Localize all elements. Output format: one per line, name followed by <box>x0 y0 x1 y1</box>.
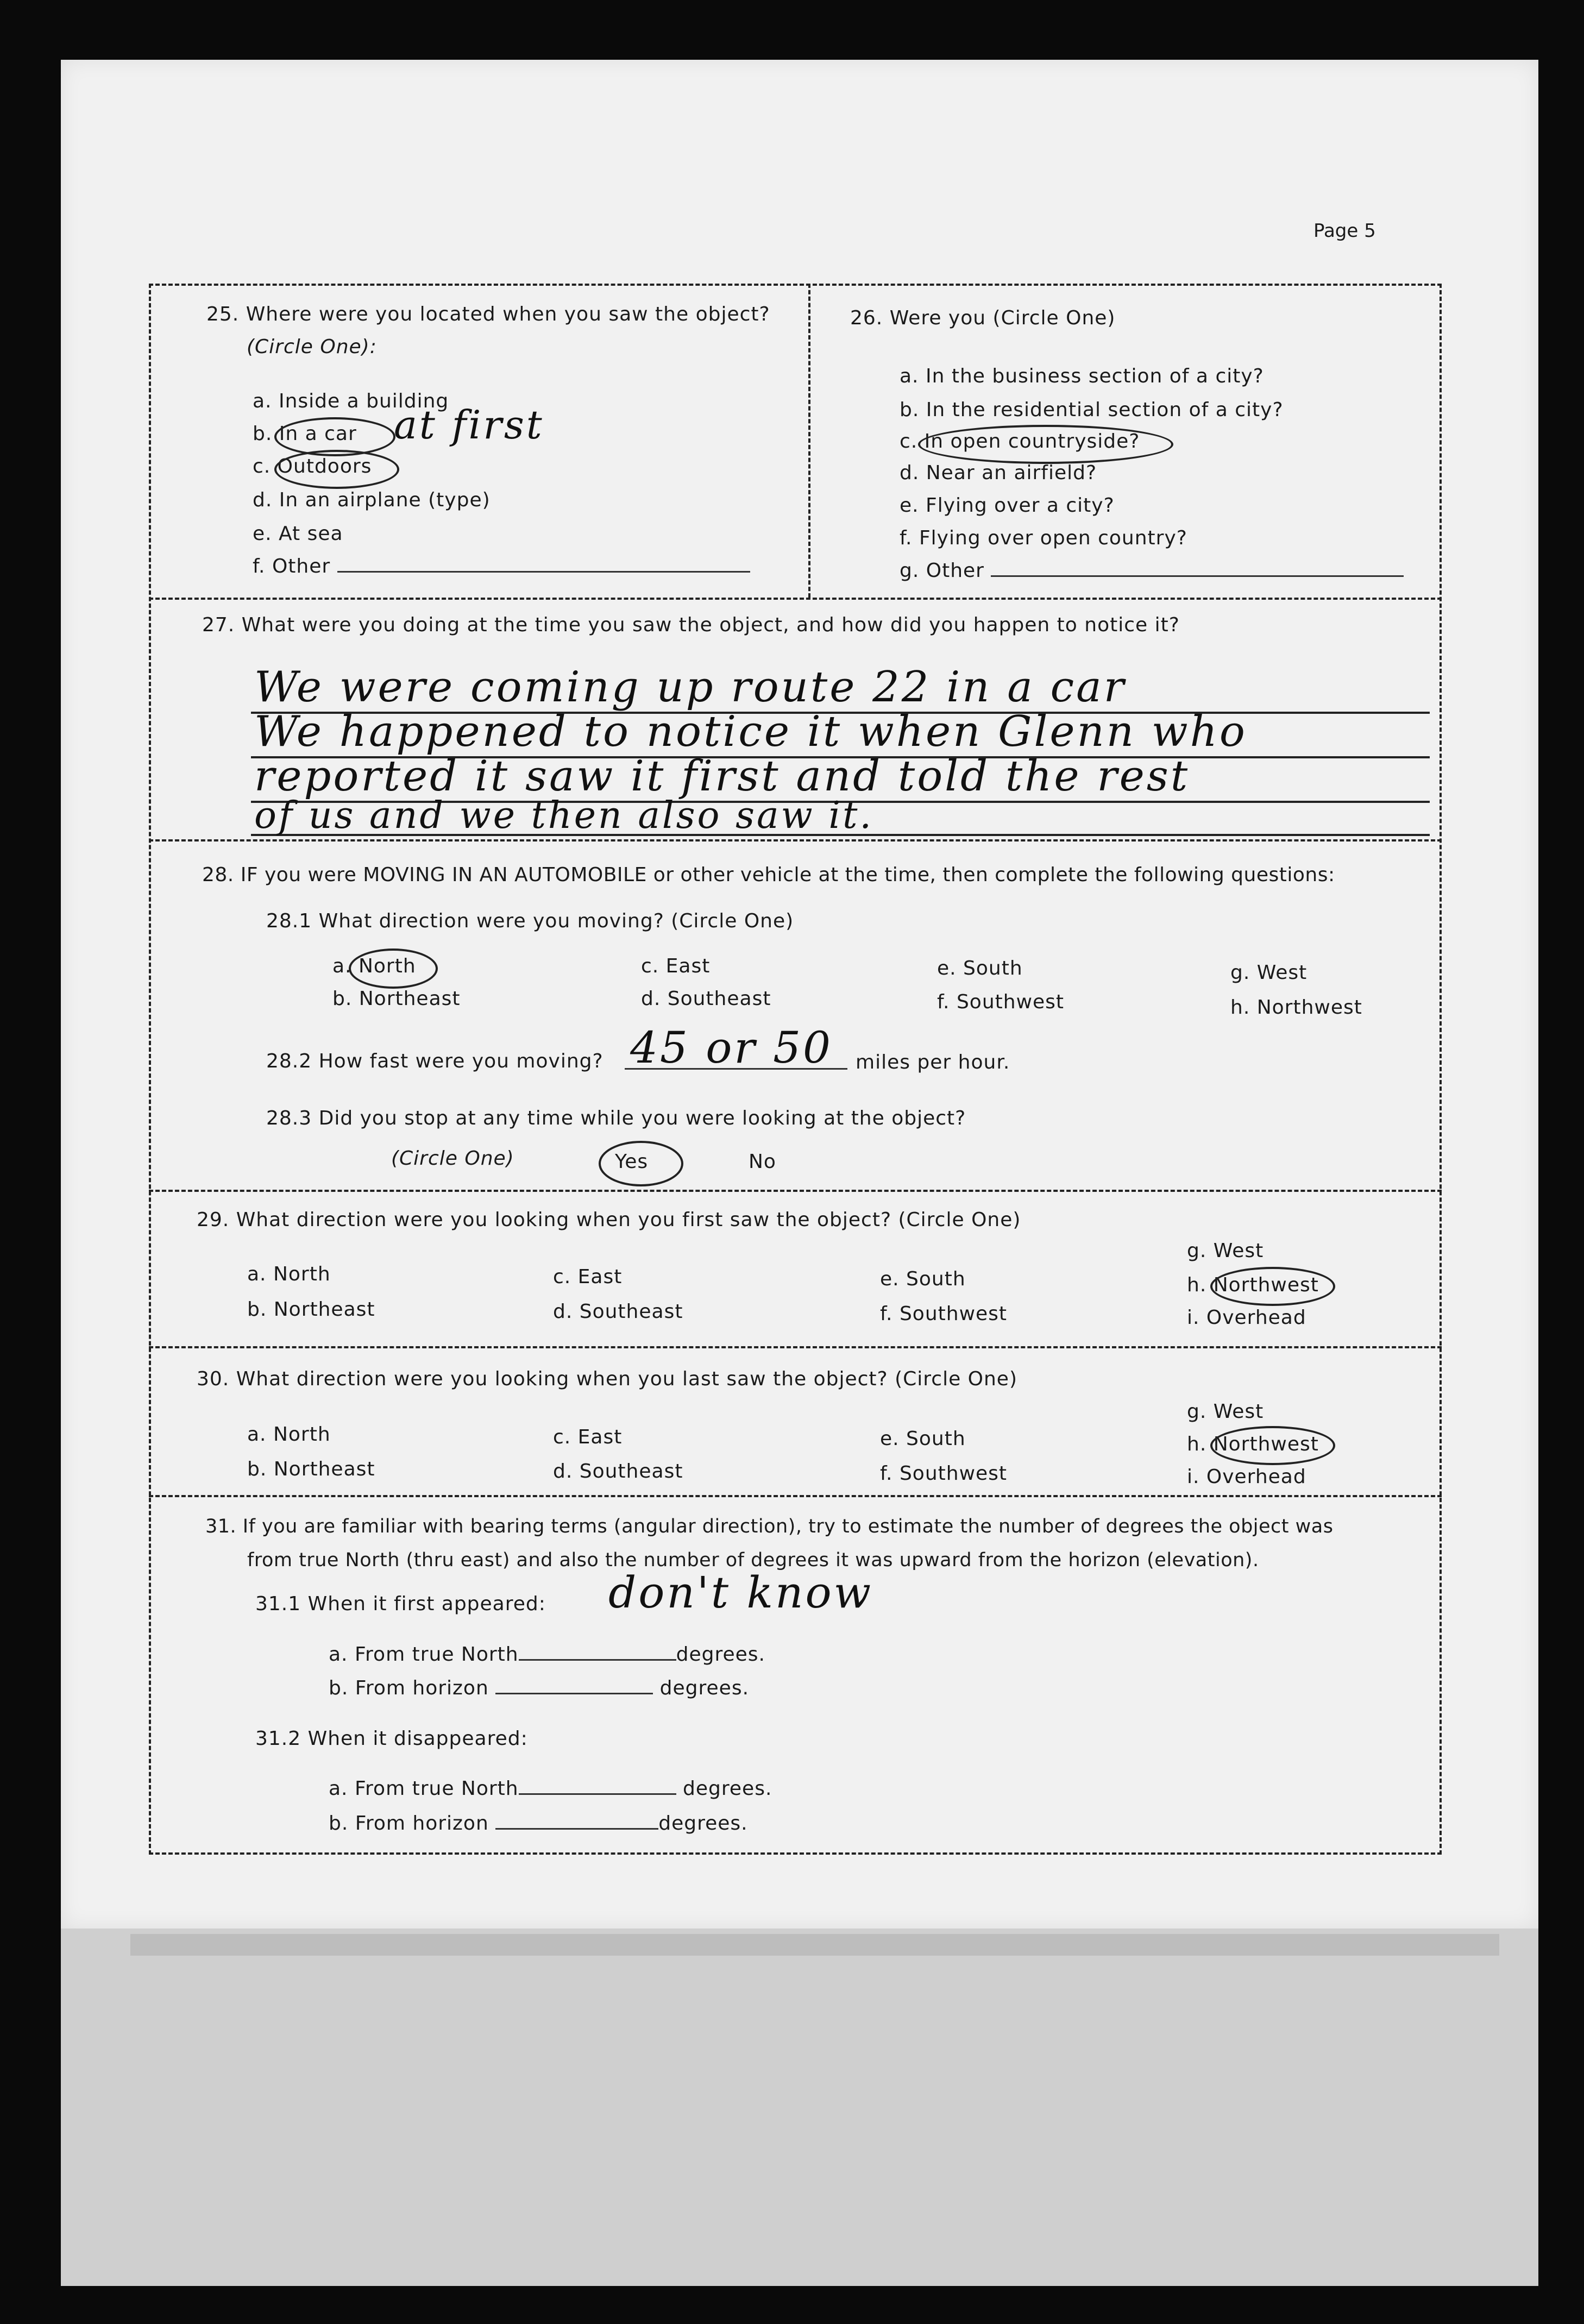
q29-h-circle-mark <box>1210 1267 1335 1306</box>
q28-intro: 28. IF you were MOVING IN AN AUTOMOBILE or other vehicle at the time, then complete the following questions: <box>202 864 1335 886</box>
q29-option-f[interactable]: f. Southwest <box>880 1303 1008 1325</box>
page-shadow <box>130 1934 1499 1956</box>
q31-intro-line-2: from true North (thru east) and also the number of degrees it was upward from the horizon (elevation). <box>247 1549 1259 1571</box>
q31-2-b[interactable]: b. From horizon degrees. <box>329 1812 748 1835</box>
q29-option-i[interactable]: i. Overhead <box>1187 1307 1306 1329</box>
q30-option-f[interactable]: f. Southwest <box>880 1462 1008 1485</box>
q25-option-f[interactable]: f. Other <box>253 555 750 577</box>
q28-1-option-d[interactable]: d. Southeast <box>641 988 771 1010</box>
q29-text: 29. What direction were you looking when you first saw the object? (Circle One) <box>197 1209 1021 1231</box>
scan-background <box>61 1929 1538 2286</box>
q31-2-a-blank[interactable] <box>519 1793 676 1795</box>
q29-option-b[interactable]: b. Northeast <box>247 1298 375 1321</box>
q28-1-option-b[interactable]: b. Northeast <box>332 988 461 1010</box>
q29-option-c[interactable]: c. East <box>553 1266 623 1288</box>
q27-text: 27. What were you doing at the time you saw the object, and how did you happen to notice it? <box>202 614 1180 636</box>
q28-1-option-h[interactable]: h. Northwest <box>1230 996 1362 1019</box>
q30-option-e[interactable]: e. South <box>880 1428 966 1450</box>
q26-other-blank[interactable] <box>991 575 1404 577</box>
q27-answer-line-4: of us and we then also saw it. <box>254 794 874 837</box>
q25-q26-divider <box>808 284 810 598</box>
q25-option-b[interactable]: b. In a car <box>253 423 357 445</box>
q26-option-b[interactable]: b. In the residential section of a city? <box>900 399 1284 421</box>
divider-29 <box>149 1190 1442 1192</box>
q31-1-handwritten: don't know <box>608 1567 873 1618</box>
q25-text: 25. Where were you located when you saw the object? <box>206 303 770 325</box>
q25-handwritten-note: at first <box>394 402 544 448</box>
q28-3-instruction: (Circle One) <box>391 1147 514 1170</box>
q30-h-circle-mark <box>1210 1426 1335 1465</box>
q31-intro-line-1: 31. If you are familiar with bearing terms (angular direction), try to estimate the number of degrees the object was <box>205 1516 1334 1537</box>
q30-option-b[interactable]: b. Northeast <box>247 1458 375 1480</box>
q26-option-e[interactable]: e. Flying over a city? <box>900 494 1115 517</box>
q31-2-a[interactable]: a. From true North degrees. <box>329 1777 772 1800</box>
q28-1-option-a[interactable]: a. North <box>332 955 416 977</box>
q30-option-c[interactable]: c. East <box>553 1426 623 1448</box>
q28-1-option-f[interactable]: f. Southwest <box>937 991 1065 1013</box>
q28-1-option-c[interactable]: c. East <box>641 955 711 977</box>
q28-3-no[interactable]: No <box>749 1151 776 1173</box>
q25-c-circle-mark <box>274 450 399 489</box>
q27-answer-line-3: reported it saw it first and told the rest <box>254 752 1190 801</box>
q26-option-c[interactable]: c. In open countryside? <box>900 430 1140 453</box>
q28-1-a-circle-mark <box>349 949 438 989</box>
q29-option-e[interactable]: e. South <box>880 1268 966 1290</box>
q28-3-yes[interactable]: Yes <box>615 1151 649 1173</box>
q25-option-e[interactable]: e. At sea <box>253 523 343 545</box>
q30-option-i[interactable]: i. Overhead <box>1187 1466 1306 1488</box>
q25-instruction: (Circle One): <box>247 336 377 358</box>
page-number: Page 5 <box>1313 220 1376 242</box>
q26-option-a[interactable]: a. In the business section of a city? <box>900 365 1264 387</box>
q29-option-h[interactable]: h. Northwest <box>1187 1274 1319 1296</box>
q31-1-b-blank[interactable] <box>495 1693 653 1694</box>
q29-option-a[interactable]: a. North <box>247 1263 331 1285</box>
q25-option-c[interactable]: c. Outdoors <box>253 455 372 478</box>
q31-2-label: 31.2 When it disappeared: <box>255 1728 528 1750</box>
q26-option-d[interactable]: d. Near an airfield? <box>900 462 1097 484</box>
q30-text: 30. What direction were you looking when you last saw the object? (Circle One) <box>197 1368 1018 1390</box>
q29-option-g[interactable]: g. West <box>1187 1240 1264 1262</box>
q27-answer-line-2: We happened to notice it when Glenn who <box>254 707 1247 756</box>
q26-text: 26. Were you (Circle One) <box>850 307 1116 329</box>
q26-option-f[interactable]: f. Flying over open country? <box>900 527 1187 549</box>
q30-option-a[interactable]: a. North <box>247 1423 331 1446</box>
q28-2-unit: miles per hour. <box>856 1051 1010 1073</box>
q31-1-label: 31.1 When it first appeared: <box>255 1593 546 1615</box>
q26-option-g[interactable]: g. Other <box>900 560 1404 582</box>
divider-28 <box>149 839 1442 841</box>
q31-1-b[interactable]: b. From horizon degrees. <box>329 1677 750 1699</box>
q28-3-yes-circle-mark <box>599 1141 683 1186</box>
q30-option-d[interactable]: d. Southeast <box>553 1460 683 1483</box>
q28-3-text: 28.3 Did you stop at any time while you were looking at the object? <box>266 1107 966 1129</box>
q30-option-h[interactable]: h. Northwest <box>1187 1433 1319 1455</box>
divider-27 <box>149 598 1442 600</box>
q28-1-text: 28.1 What direction were you moving? (Circle One) <box>266 910 794 932</box>
divider-30 <box>149 1346 1442 1348</box>
q25-option-a[interactable]: a. Inside a building <box>253 390 449 412</box>
q28-1-option-e[interactable]: e. South <box>937 957 1023 979</box>
q26-c-circle-mark <box>918 425 1173 464</box>
q30-option-g[interactable]: g. West <box>1187 1400 1264 1423</box>
q29-option-d[interactable]: d. Southeast <box>553 1301 683 1323</box>
q31-1-a-blank[interactable] <box>519 1659 676 1661</box>
divider-31 <box>149 1495 1442 1497</box>
q25-option-d[interactable]: d. In an airplane (type) <box>253 489 491 511</box>
q25-other-blank[interactable] <box>337 571 750 573</box>
q28-1-option-g[interactable]: g. West <box>1230 962 1308 984</box>
q27-answer-line-1: We were coming up route 22 in a car <box>254 663 1126 712</box>
q28-2-answer: 45 or 50 <box>630 1022 833 1073</box>
q31-2-b-blank[interactable] <box>495 1828 658 1830</box>
q28-2-text: 28.2 How fast were you moving? <box>266 1050 604 1072</box>
q31-1-a[interactable]: a. From true North degrees. <box>329 1643 765 1666</box>
